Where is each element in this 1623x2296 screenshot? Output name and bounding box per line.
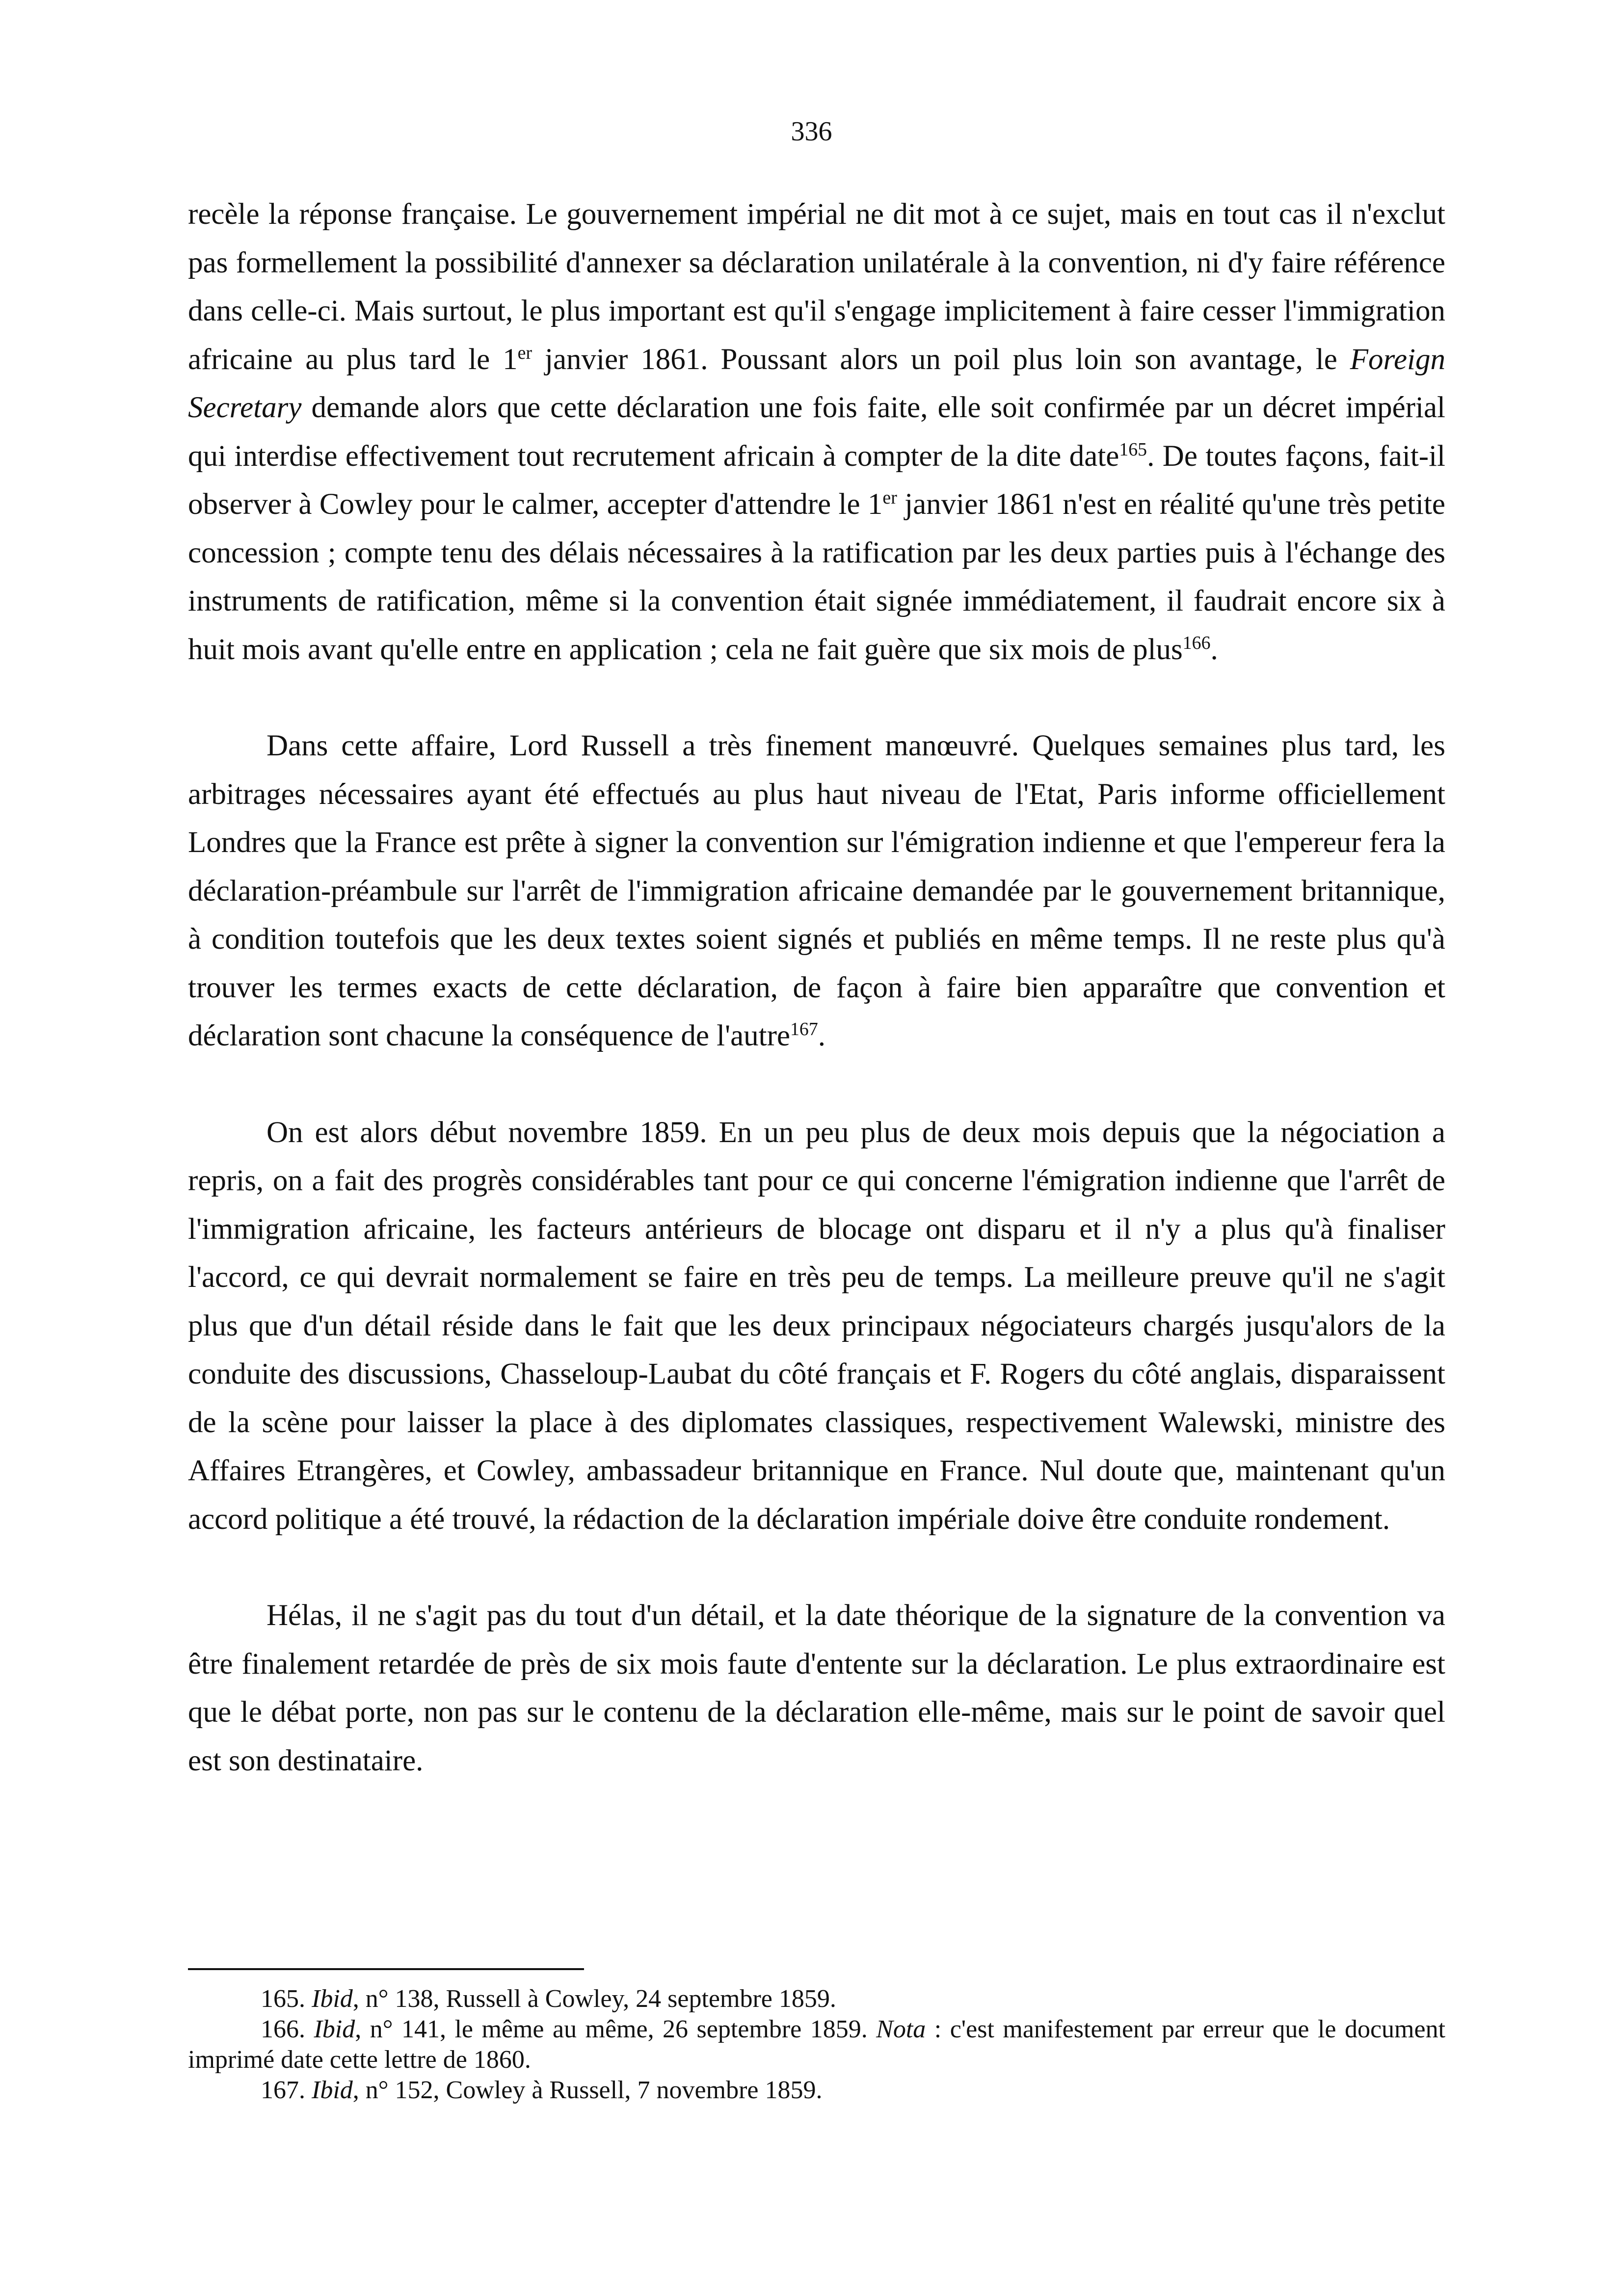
footnote-166: 166. Ibid, n° 141, le même au même, 26 septembre 1859. Nota : c'est manifestement par erreur que le document imprimé date cette lettre de 1860. [188,2015,1446,2074]
footnote-167: 167. Ibid, n° 152, Cowley à Russell, 7 novembre 1859. [261,2076,823,2104]
page-number: 336 [791,116,832,147]
body-text [188,190,1445,1785]
paragraph-1: recèle la réponse française. Le gouvernement impérial ne dit mot à ce sujet, mais en tout cas il n'exclut pas formellement la possibilité d'annexer sa déclaration unilatérale à la convention, ni d'y faire référence dans celle-ci. Mais surtout, le plus important est qu'il s'engage implicitement à faire cesser l'immigration africaine au plus tard le 1er janvier 1861. Poussant alors un poil plus loin son avantage, le Foreign Secretary demande alors que cette déclaration une fois faite, elle soit confirmée par un décret impérial qui interdise effectivement tout recrutement africain à compter de la dite date$^{165}$. De toutes façons, fait-il observer à Cowley pour le calmer, accepter d'attendre le 1er janvier 1861 n'est en réalité qu'une très petite concession ; compte tenu des délais nécessaires à la ratification par les deux parties puis à l'échange des instruments de ratification, même si la convention était signée immédiatement, il faudrait encore six à huit mois avant qu'elle entre en application ; cela ne fait guère que six mois de plus$^{166}$. [188,198,1445,666]
paragraph-2: Dans cette affaire, Lord Russell a très finement manœuvré. Quelques semaines plus tard, les arbitrages nécessaires ayant été effectués au plus haut niveau de l'Etat, Paris informe officiellement Londres que la France est prête à signer la convention sur l'émigration indienne et que l'empereur fera la déclaration-préambule sur l'arrêt de l'immigration africaine demandée par le gouvernement britannique, à condition toutefois que les deux textes soient signés et publiés en même temps. Il ne reste plus qu'à trouver les termes exacts de cette déclaration, de façon à faire bien apparaître que convention et déclaration sont chacune la conséquence de l'autre$^{167}$. [188,729,1445,1052]
paragraph-3: On est alors début novembre 1859. En un peu plus de deux mois depuis que la négociation a repris, on a fait des progrès considérables tant pour ce qui concerne l'émigration indienne que l'arrêt de l'immigration africaine, les facteurs antérieurs de blocage ont disparu et il n'y a plus qu'à finaliser l'accord, ce qui devrait normalement se faire en très peu de temps. La meilleure preuve qu'il ne s'agit plus que d'un détail réside dans le fait que les deux principaux négociateurs chargés jusqu'alors de la conduite des discussions, Chasseloup-Laubat du côté français et F. Rogers du côté anglais, disparaissent de la scène pour laisser la place à des diplomates classiques, respectivement Walewski, ministre des Affaires Etrangères, et Cowley, ambassadeur britannique en France. Nul doute que, maintenant qu'un accord politique a été trouvé, la rédaction de la déclaration impériale doive être conduite rondement. [188,1116,1445,1536]
footnote-ref-165: 165 [1119,439,1147,460]
footnote-ref-167: 167 [790,1019,818,1040]
footnotes [188,1984,1445,2106]
footnote-ref-166: 166 [1182,632,1211,653]
footnote-separator [188,1968,584,1970]
ordinal-superscript: er [882,487,897,508]
italic-term: Foreign Secretary [188,343,1445,424]
paragraph-4: Hélas, il ne s'agit pas du tout d'un détail, et la date théorique de la signature de la convention va être finalement retardée de près de six mois faute d'entente sur la déclaration. Le plus extraordinaire est que le débat porte, non pas sur le contenu de la déclaration elle-même, mais sur le point de savoir quel est son destinataire. [188,1599,1445,1777]
footnote-165: 165. Ibid, n° 138, Russell à Cowley, 24 septembre 1859. [261,1985,836,2013]
ordinal-superscript: er [517,342,532,363]
